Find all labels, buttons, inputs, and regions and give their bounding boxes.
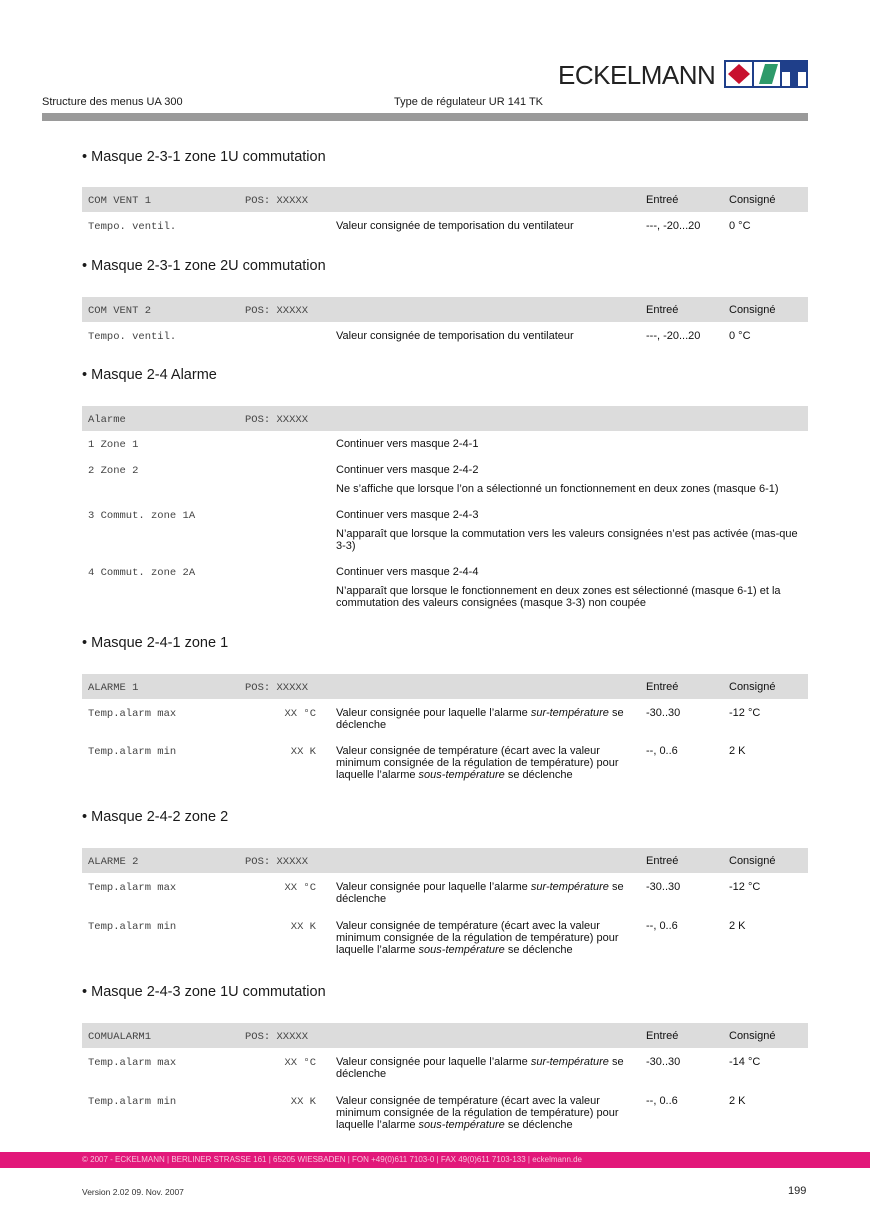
footer-address: © 2007 - ECKELMANN | BERLINER STRASSE 161 | 65205 WIESBADEN | FON +49(0)611 7103-0 | FAX 49(0)611 7103-133 | eckelmann.de [82, 1155, 583, 1164]
header-rule [42, 113, 808, 121]
param-consigne: 0 °C [729, 330, 751, 342]
version-info: Version 2.02 09. Nov. 2007 [82, 1187, 184, 1197]
param-consigne: -12 °C [729, 881, 761, 893]
section-title: • Masque 2-4-2 zone 2 [82, 809, 229, 825]
section-title: • Masque 2-4-3 zone 1U commutation [82, 984, 326, 1000]
param-name: Temp.alarm min [88, 746, 177, 758]
table-header [82, 674, 808, 699]
mask-name: COM VENT 2 [88, 305, 152, 317]
param-desc: Valeur consignée de temporisation du ventilateur [336, 330, 574, 342]
param-consigne: -14 °C [729, 1056, 761, 1068]
param-entree: -30..30 [646, 707, 681, 719]
menu-item: 2 Zone 2 [88, 465, 139, 477]
menu-item-note: N’apparaît que lorsque le fonctionnement en deux zones est sélectionné (masque 6-1) et la commutation des valeurs consignées (masque 3-3) non coupée [336, 585, 781, 609]
mask-pos: POS: XXXXX [245, 414, 309, 426]
mask-name: ALARME 2 [88, 856, 139, 868]
mask-pos: POS: XXXXX [245, 305, 309, 317]
menu-item: 4 Commut. zone 2A [88, 567, 196, 579]
param-name: Temp.alarm max [88, 708, 177, 720]
mask-pos: POS: XXXXX [245, 195, 309, 207]
param-entree: ---, -20...20 [646, 220, 701, 232]
param-desc: Valeur consignée pour laquelle l’alarme sur-température se déclenche [336, 707, 624, 731]
mask-pos: POS: XXXXX [245, 856, 309, 868]
param-entree: ---, -20...20 [646, 330, 701, 342]
mask-name: ALARME 1 [88, 682, 139, 694]
param-entree: --, 0..6 [646, 920, 678, 932]
param-name: Temp.alarm max [88, 1057, 177, 1069]
param-entree: -30..30 [646, 1056, 681, 1068]
menu-item: 3 Commut. zone 1A [88, 510, 196, 522]
mask-name: COMUALARM1 [88, 1031, 152, 1043]
section-title: • Masque 2-3-1 zone 2U commutation [82, 258, 326, 274]
mask-name: Alarme [88, 414, 126, 426]
param-consigne: 2 K [729, 745, 746, 757]
section-title: • Masque 2-3-1 zone 1U commutation [82, 149, 326, 165]
col-consigne: Consigné [729, 194, 776, 206]
param-entree: --, 0..6 [646, 1095, 678, 1107]
param-consigne: 2 K [729, 1095, 746, 1107]
col-entree: Entreé [646, 681, 679, 693]
param-entree: -30..30 [646, 881, 681, 893]
menu-item-note: N’apparaît que lorsque la commutation vers les valeurs consignées n’est pas activée (mas-que 3-3) [336, 528, 798, 552]
param-name: Temp.alarm max [88, 882, 177, 894]
param-unit: XX °C [284, 882, 316, 894]
param-desc: Valeur consignée de temporisation du ventilateur [336, 220, 574, 232]
section-title: • Masque 2-4-1 zone 1 [82, 635, 229, 651]
menu-item-desc: Continuer vers masque 2-4-2 [336, 464, 479, 476]
param-desc: Valeur consignée de température (écart avec la valeur minimum consignée de la régulation de température) pour laquelle l’alarme sous-température se déclenche [336, 920, 619, 956]
col-entree: Entreé [646, 304, 679, 316]
header-center: Type de régulateur UR 141 TK [394, 96, 543, 108]
param-entree: --, 0..6 [646, 745, 678, 757]
param-consigne: 0 °C [729, 220, 751, 232]
menu-item-desc: Continuer vers masque 2-4-3 [336, 509, 479, 521]
param-unit: XX °C [284, 1057, 316, 1069]
col-consigne: Consigné [729, 304, 776, 316]
param-desc: Valeur consignée de température (écart avec la valeur minimum consignée de la régulation de température) pour laquelle l’alarme sous-température se déclenche [336, 1095, 619, 1131]
mask-pos: POS: XXXXX [245, 1031, 309, 1043]
col-consigne: Consigné [729, 855, 776, 867]
table-header [82, 848, 808, 873]
param-unit: XX K [290, 921, 316, 933]
param-name: Tempo. ventil. [88, 221, 177, 233]
param-unit: XX K [290, 1096, 316, 1108]
col-entree: Entreé [646, 194, 679, 206]
param-name: Temp.alarm min [88, 1096, 177, 1108]
col-consigne: Consigné [729, 1030, 776, 1042]
col-consigne: Consigné [729, 681, 776, 693]
menu-item-note: Ne s’affiche que lorsque l’on a sélectionné un fonctionnement en deux zones (masque 6-1) [336, 483, 779, 495]
param-unit: XX °C [284, 708, 316, 720]
header-left: Structure des menus UA 300 [42, 96, 183, 108]
table-header [82, 187, 808, 212]
param-consigne: 2 K [729, 920, 746, 932]
param-desc: Valeur consignée pour laquelle l’alarme sur-température se déclenche [336, 881, 624, 905]
param-consigne: -12 °C [729, 707, 761, 719]
menu-item: 1 Zone 1 [88, 439, 139, 451]
brand-name: ECKELMANN [558, 60, 716, 90]
eckelmann-logo-icon [724, 60, 808, 88]
mask-pos: POS: XXXXX [245, 682, 309, 694]
table-header [82, 1023, 808, 1048]
page-number: 199 [788, 1185, 807, 1197]
param-name: Temp.alarm min [88, 921, 177, 933]
table-header [82, 297, 808, 322]
param-unit: XX K [290, 746, 316, 758]
param-desc: Valeur consignée pour laquelle l’alarme sur-température se déclenche [336, 1056, 624, 1080]
table-header [82, 406, 808, 431]
menu-item-desc: Continuer vers masque 2-4-4 [336, 566, 479, 578]
param-name: Tempo. ventil. [88, 331, 177, 343]
mask-name: COM VENT 1 [88, 195, 152, 207]
col-entree: Entreé [646, 1030, 679, 1042]
param-desc: Valeur consignée de température (écart avec la valeur minimum consignée de la régulation de température) pour laquelle l’alarme sous-température se déclenche [336, 745, 619, 781]
section-title: • Masque 2-4 Alarme [82, 367, 217, 383]
menu-item-desc: Continuer vers masque 2-4-1 [336, 438, 479, 450]
col-entree: Entreé [646, 855, 679, 867]
